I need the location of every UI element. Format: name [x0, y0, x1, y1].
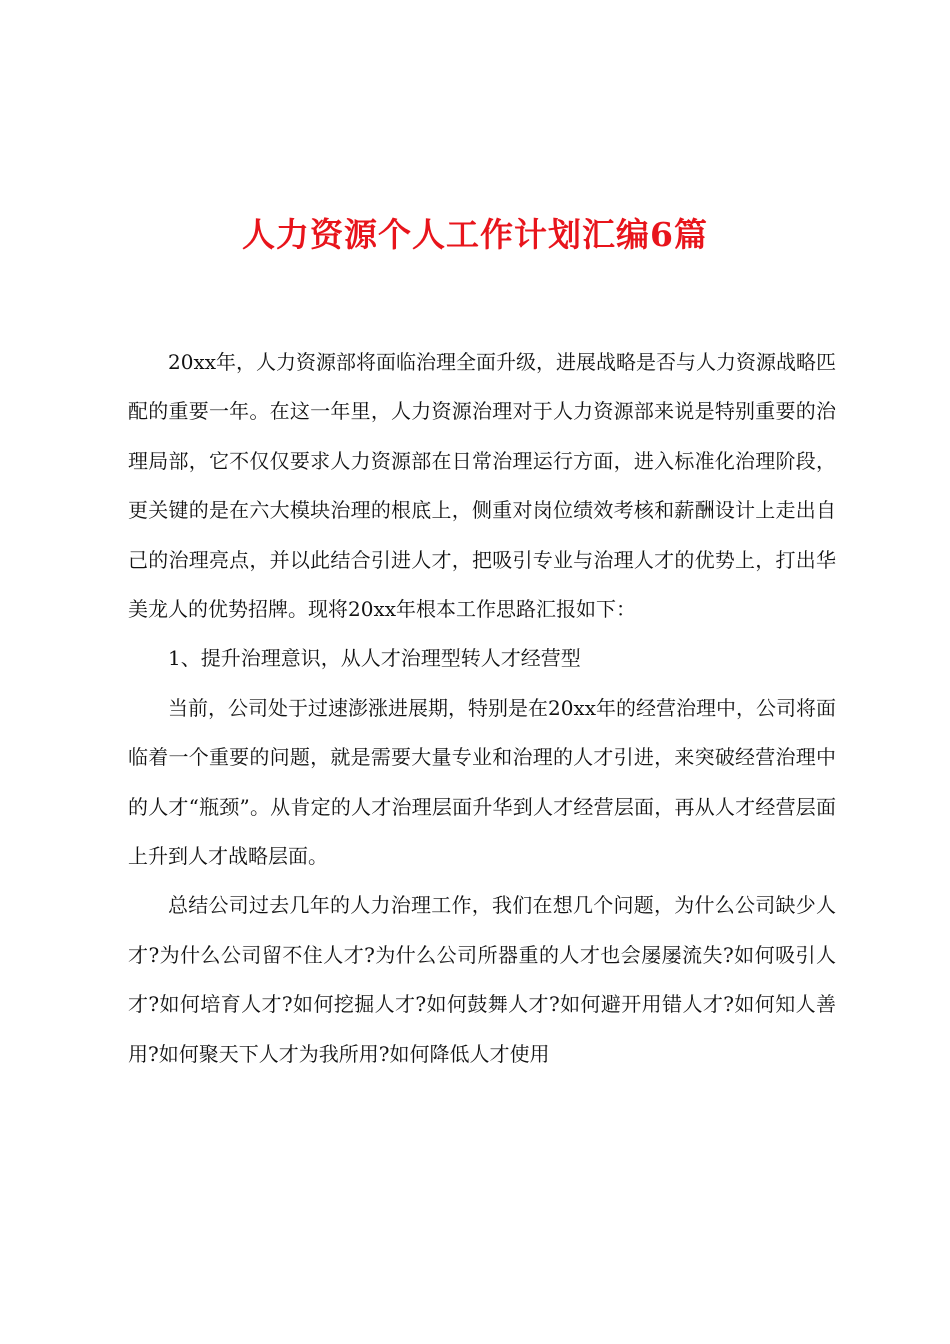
document-title: 人力资源个人工作计划汇编6篇: [242, 215, 708, 254]
paragraph-summary-questions: 总结公司过去几年的人力治理工作，我们在想几个问题，为什么公司缺少人才?为什么公司留不住人才?为什么公司所器重的人才也会屡屡流失?如何吸引人才?如何培育人才?如何挖掘人才?如何鼓舞人才?如何避开用错人才?如何知人善用?如何聚天下人才为我所用?如何降低人才使用: [128, 893, 836, 1066]
paragraph-section-heading: 1、提升治理意识，从人才治理型转人才经营型: [168, 646, 581, 671]
paragraph-current-situation: 当前，公司处于过速澎涨进展期，特别是在20xx年的经营治理中，公司将面临着一个重要的问题，就是需要大量专业和治理的人才引进，来突破经营治理中的人才“瓶颈”。从肯定的人才治理层面升华到人才经营层面，再从人才经营层面上升到人才战略层面。: [128, 695, 837, 869]
document-body: [128, 338, 836, 1079]
paragraph-intro: 20xx年，人力资源部将面临治理全面升级，进展战略是否与人力资源战略匹配的重要一年。在这一年里，人力资源治理对于人力资源部来说是特别重要的治理局部，它不仅仅要求人力资源部在日常治理运行方面，进入标准化治理阶段，更关键的是在六大模块治理的根底上，侧重对岗位绩效考核和薪酬设计上走出自己的治理亮点，并以此结合引进人才，把吸引专业与治理人才的优势上，打出华美龙人的优势招牌。现将20xx年根本工作思路汇报如下：: [128, 350, 837, 622]
